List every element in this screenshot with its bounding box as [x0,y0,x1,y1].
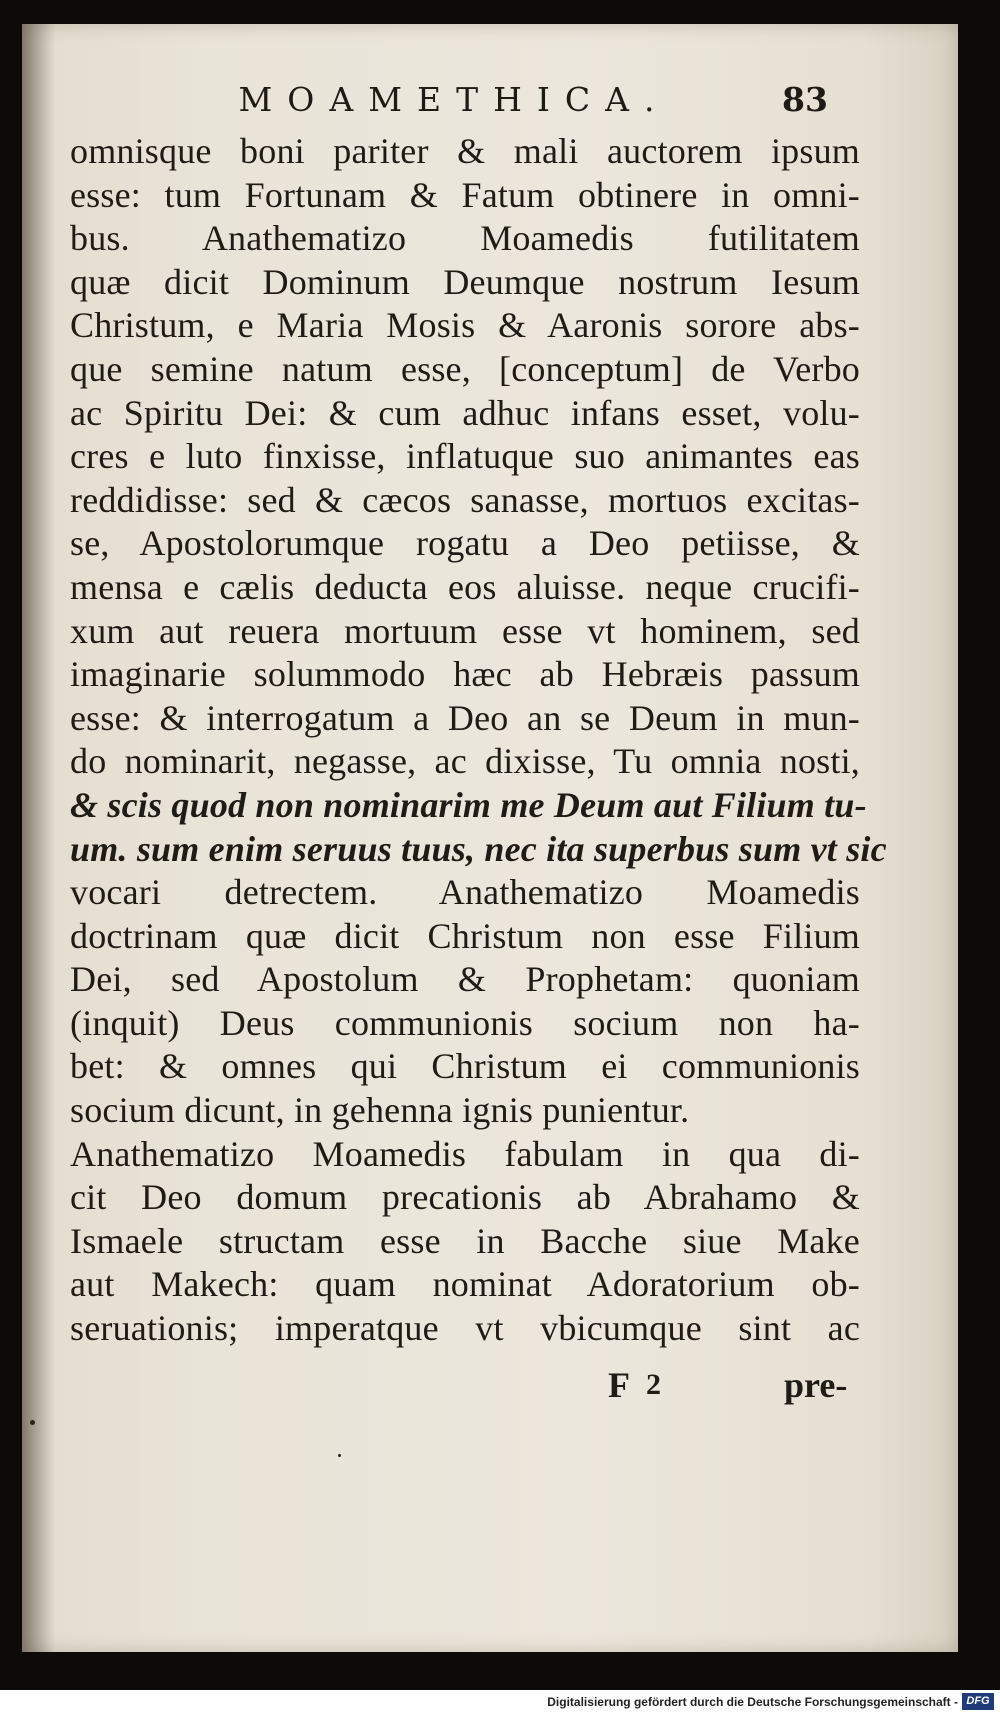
text-line: doctrinam quæ dicit Christum non esse Filium [70,915,860,956]
text-line: Anathematizo Moamedis fabulam in qua di- [70,1133,860,1174]
text-line: socium dicunt, in gehenna ignis punientur. [70,1090,690,1131]
page-number: 83 [782,80,828,119]
ink-speck [30,1420,35,1425]
running-head: MOAMETHICA. [238,80,670,119]
text-line: bet: & omnes qui Christum ei communionis [70,1046,860,1087]
text-line-italic: & scis quod non nominarim me Deum aut Filium tu- [70,784,867,825]
catchline [22,1364,958,1408]
signature-number: 2 [646,1368,661,1401]
text-line: imaginarie solummodo hæc ab Hebræis passum [70,654,860,695]
text-line: ac Spiritu Dei: & cum adhuc infans esset, volu- [70,392,860,433]
signature-mark: F [608,1365,630,1405]
text-line: omnisque boni pariter & mali auctorem ipsum [70,131,860,171]
page-header [22,80,958,124]
funding-credit: Digitalisierung gefördert durch die Deutsche Forschungsgemeinschaft - [547,1695,958,1709]
ink-speck [338,1454,341,1457]
text-line: seruationis; imperatque vt vbicumque sint ac [70,1308,860,1349]
text-line: do nominarit, negasse, ac dixisse, Tu omnia nosti, [70,741,860,782]
text-line-italic: um. sum enim seruus tuus, nec ita superbus sum vt sic [70,828,887,869]
text-line: bus. Anathematizo Moamedis futilitatem [70,218,860,259]
text-line: Christum, e Maria Mosis & Aaronis sorore abs- [70,305,860,346]
text-line: se, Apostolorumque rogatu a Deo petiisse, & [70,523,860,564]
dfg-logo-icon: DFG [962,1693,994,1710]
footer-bar [0,1690,1000,1716]
text-line: Ismaele structam esse in Bacche siue Make [70,1220,860,1261]
text-line: (inquit) Deus communionis socium non ha- [70,1002,860,1043]
book-page [22,24,958,1652]
text-line: quæ dicit Dominum Deumque nostrum Iesum [70,261,860,302]
text-line: aut Makech: quam nominat Adoratorium ob- [70,1264,860,1305]
text-line: esse: & interrogatum a Deo an se Deum in mun- [70,697,860,738]
text-line: Dei, sed Apostolum & Prophetam: quoniam [70,959,860,1000]
text-line: vocari detrectem. Anathematizo Moamedis [70,872,860,913]
catchword: pre- [784,1365,848,1405]
text-line: mensa e cælis deducta eos aluisse. neque crucifi- [70,566,860,607]
text-line: cres e luto finxisse, inflatuque suo animantes eas [70,436,860,477]
text-line: reddidisse: sed & cæcos sanasse, mortuos excitas- [70,479,860,520]
text-line: esse: tum Fortunam & Fatum obtinere in omni- [70,174,860,215]
text-line: que semine natum esse, [conceptum] de Verbo [70,348,860,389]
text-line: xum aut reuera mortuum esse vt hominem, sed [70,610,860,651]
text-line: cit Deo domum precationis ab Abrahamo & [70,1177,860,1218]
text-block [70,130,887,1351]
